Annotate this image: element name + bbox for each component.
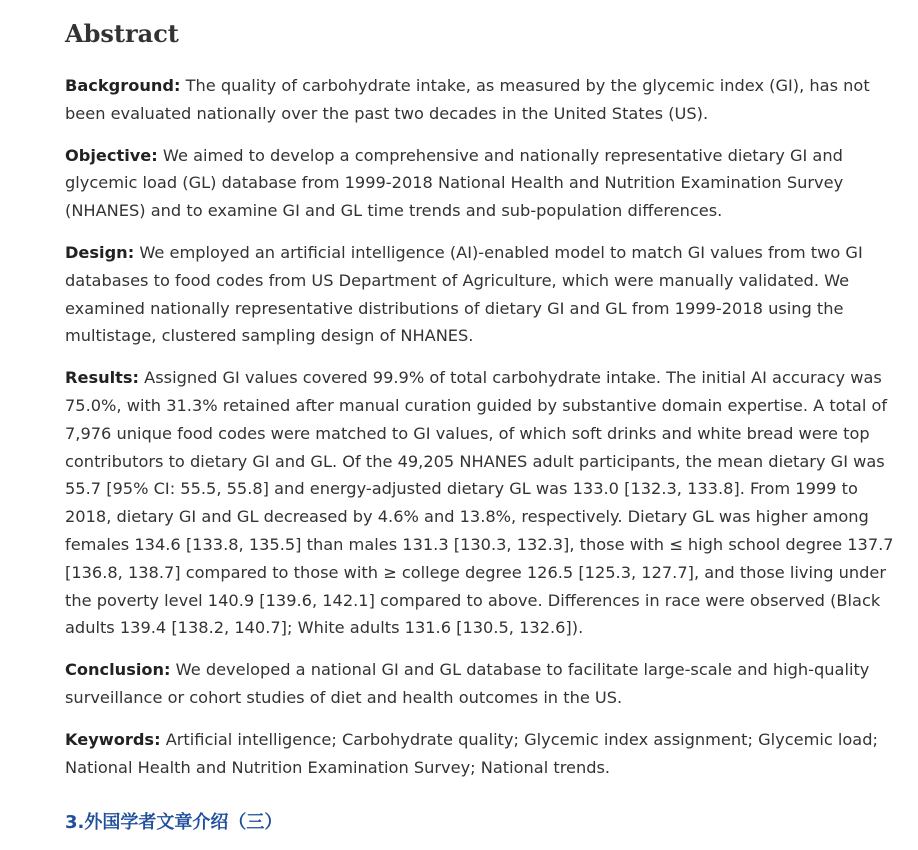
abstract-objective (65, 142, 897, 225)
abstract-background (65, 72, 897, 128)
abstract-design (65, 239, 897, 350)
design-label: Design: (65, 242, 135, 262)
conclusion-text: We developed a national GI and GL database to facilitate large-scale and high-quality surveillance or cohort studies of diet and health outcomes in the US. (65, 660, 870, 707)
objective-text: We aimed to develop a comprehensive and nationally representative dietary GI and glycemic load (GL) database from 1999-2018 National Health and Nutrition Examination Survey (NHANES) and to examine GI and GL time trends and sub-population differences. (65, 145, 844, 221)
conclusion-label: Conclusion: (65, 660, 171, 680)
background-text: The quality of carbohydrate intake, as measured by the glycemic index (GI), has not been evaluated nationally over the past two decades in the United States (US). (65, 76, 870, 123)
abstract-results (65, 364, 897, 642)
results-label: Results: (65, 368, 139, 388)
next-section-title: 3.外国学者文章介绍（三） (65, 812, 283, 833)
objective-label: Objective: (65, 145, 158, 165)
abstract-heading: Abstract (65, 19, 179, 48)
abstract-keywords (65, 726, 897, 782)
results-text: Assigned GI values covered 99.9% of total carbohydrate intake. The initial AI accuracy was 75.0%, with 31.3% retained after manual curation guided by substantive domain expertise. A total of 7,976 unique food codes were matched to GI values, of which soft drinks and white bread were top contributors to dietary GI and GL. Of the 49,205 NHANES adult participants, the mean dietary GI was 55.7 [95% CI: 55.5, 55.8] and energy-adjusted dietary GL was 133.0 [132.3, 133.8]. From 1999 to 2018, dietary GI and GL decreased by 4.6% and 13.8%, respectively. Dietary GL was higher among females 134.6 [133.8, 135.5] than males 131.3 [130.3, 132.3], those with ≤ high school degree 137.7 [136.8, 138.7] compared to those with ≥ college degree 126.5 [125.3, 127.7], and those living under the poverty level 140.9 [139.6, 142.1] compared to above. Differences in race were observed (Black adults 139.4 [138.2, 140.7]; White adults 131.6 [130.5, 132.6]). (65, 368, 894, 638)
abstract-container (65, 14, 897, 795)
background-label: Background: (65, 76, 181, 95)
abstract-conclusion (65, 656, 897, 712)
design-text: We employed an artificial intelligence (AI)-enabled model to match GI values from two GI databases to food codes from US Department of Agriculture, which were manually validated. We examined nationally representative distributions of dietary GI and GL from 1999-2018 using the multistage, clustered sampling design of NHANES. (65, 242, 863, 346)
keywords-text: Artificial intelligence; Carbohydrate quality; Glycemic index assignment; Glycemic load; National Health and Nutrition Examination Survey; National trends. (65, 729, 878, 777)
keywords-label: Keywords: (65, 729, 161, 749)
